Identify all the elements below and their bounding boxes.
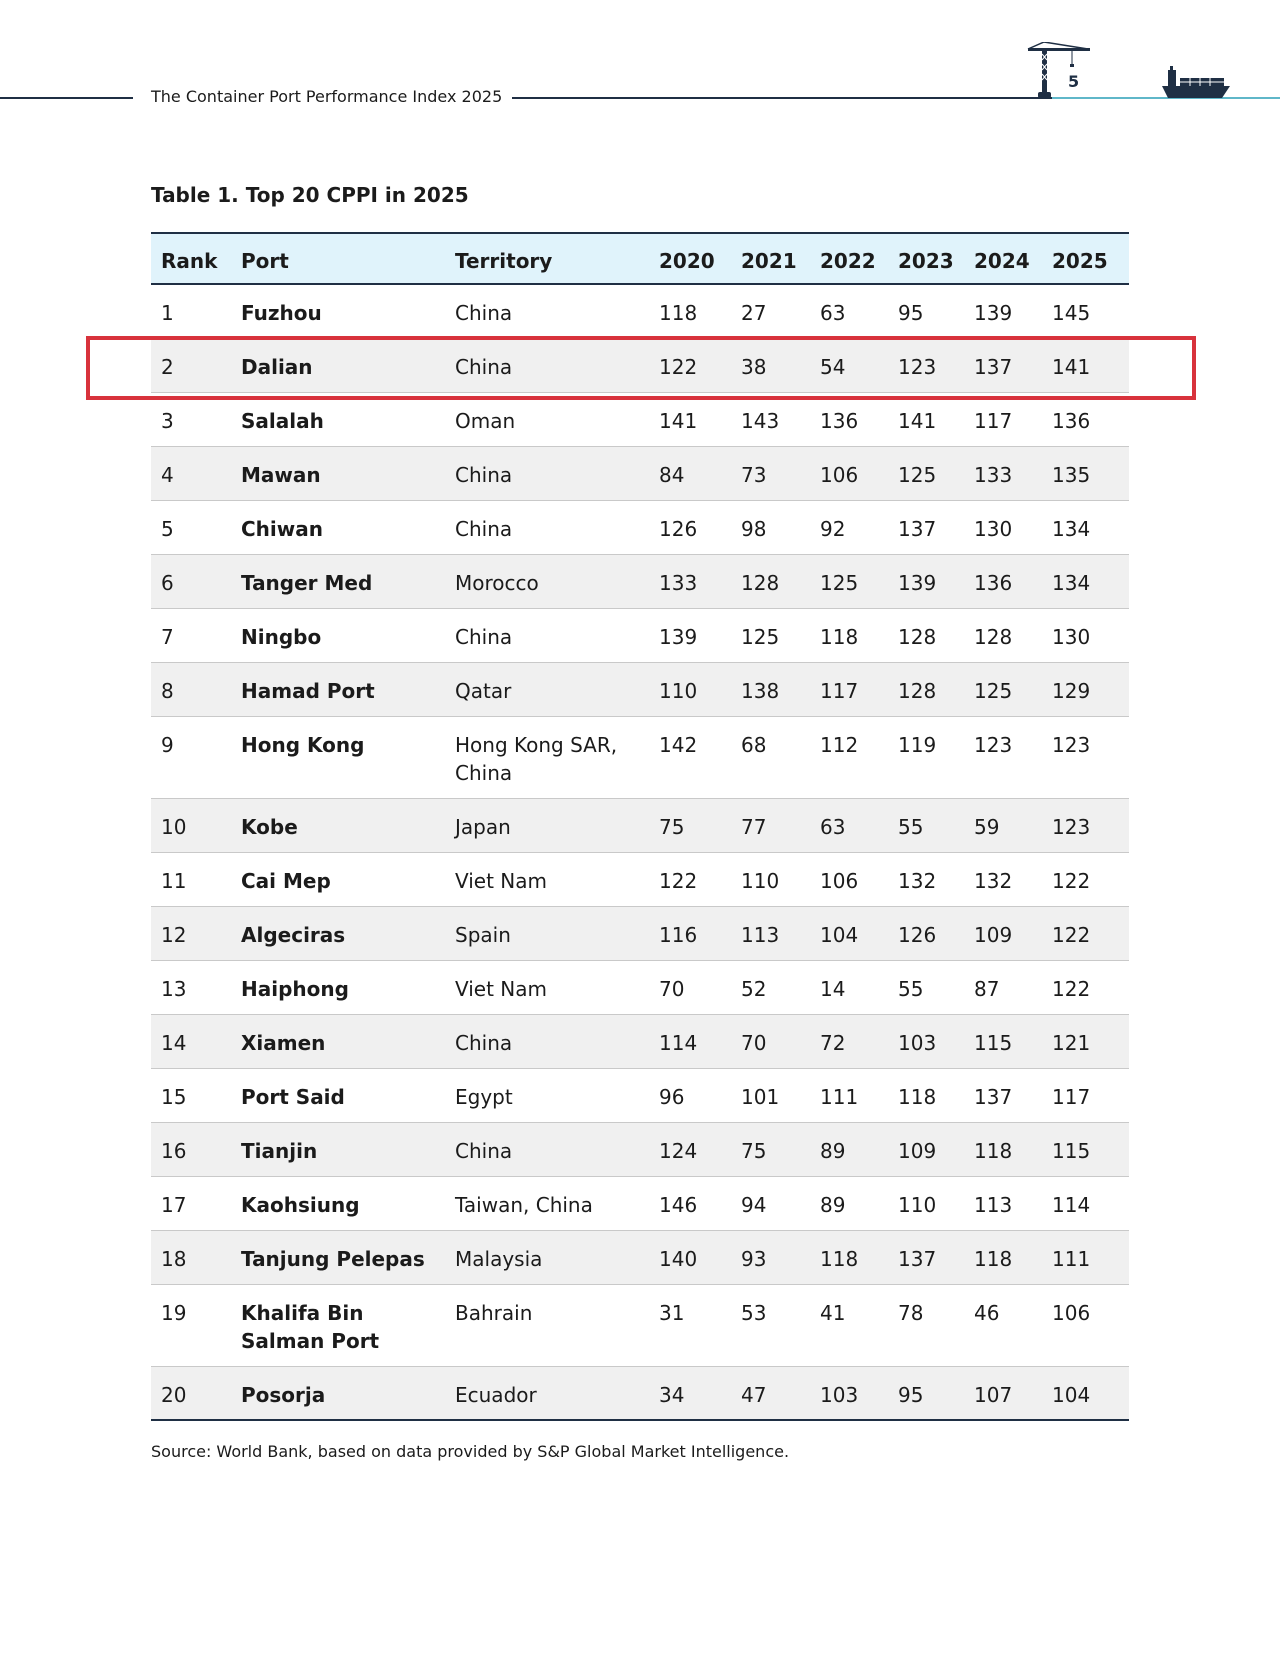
cell-territory: China [455, 517, 513, 541]
table-row [151, 799, 1129, 853]
cell-rank: 7 [161, 625, 174, 649]
cell-territory: Oman [455, 409, 516, 433]
cell-territory: China [455, 463, 513, 487]
cell-port: Chiwan [241, 517, 323, 541]
cell-2024: 59 [974, 815, 1000, 839]
cell-territory: China [455, 301, 513, 325]
cell-2025: 122 [1052, 977, 1091, 1001]
cell-2023: 141 [898, 409, 937, 433]
cell-2022: 63 [820, 815, 846, 839]
cell-2025: 123 [1052, 733, 1091, 757]
cell-2025: 122 [1052, 869, 1091, 893]
cell-2025: 130 [1052, 625, 1091, 649]
cell-rank: 18 [161, 1247, 187, 1271]
table-row [151, 447, 1129, 501]
cell-2024: 137 [974, 355, 1013, 379]
column-header-2022: 2022 [820, 249, 876, 273]
cell-2021: 128 [741, 571, 780, 595]
cell-2020: 75 [659, 815, 685, 839]
cell-territory: China [455, 355, 513, 379]
cell-2023: 109 [898, 1139, 937, 1163]
cell-rank: 13 [161, 977, 187, 1001]
cell-2023: 55 [898, 815, 924, 839]
cell-2025: 129 [1052, 679, 1091, 703]
cell-2023: 78 [898, 1301, 924, 1325]
cell-2024: 117 [974, 409, 1013, 433]
cell-2020: 126 [659, 517, 698, 541]
table-header-row [151, 232, 1129, 285]
cell-port: Cai Mep [241, 869, 331, 893]
cell-2020: 142 [659, 733, 698, 757]
cell-2024: 128 [974, 625, 1013, 649]
cell-2021: 53 [741, 1301, 767, 1325]
cell-2021: 125 [741, 625, 780, 649]
cell-2020: 122 [659, 355, 698, 379]
table-row [151, 393, 1129, 447]
cell-2022: 111 [820, 1085, 859, 1109]
cell-2025: 135 [1052, 463, 1091, 487]
cell-2023: 55 [898, 977, 924, 1001]
cell-2022: 103 [820, 1383, 859, 1407]
cell-2022: 72 [820, 1031, 846, 1055]
cell-port: Tanjung Pelepas [241, 1247, 425, 1271]
container-ship-icon [1160, 66, 1232, 100]
cell-territory: Egypt [455, 1085, 513, 1109]
cell-port: Salalah [241, 409, 324, 433]
cell-2025: 115 [1052, 1139, 1091, 1163]
cell-rank: 5 [161, 517, 174, 541]
cell-2021: 73 [741, 463, 767, 487]
cell-2020: 146 [659, 1193, 698, 1217]
cell-2025: 117 [1052, 1085, 1091, 1109]
cell-port: Dalian [241, 355, 313, 379]
column-header-2021: 2021 [741, 249, 797, 273]
cell-2022: 112 [820, 733, 859, 757]
cell-2024: 87 [974, 977, 1000, 1001]
cell-2023: 137 [898, 1247, 937, 1271]
cell-2023: 95 [898, 1383, 924, 1407]
cell-2024: 133 [974, 463, 1013, 487]
page-number: 5 [1068, 72, 1080, 91]
cell-2025: 134 [1052, 571, 1091, 595]
cell-port: Haiphong [241, 977, 349, 1001]
cell-2021: 47 [741, 1383, 767, 1407]
cell-2023: 103 [898, 1031, 937, 1055]
cell-port: Algeciras [241, 923, 346, 947]
cell-2025: 104 [1052, 1383, 1091, 1407]
column-header-port: Port [241, 249, 289, 273]
cell-territory: Morocco [455, 571, 539, 595]
cell-2021: 52 [741, 977, 767, 1001]
cell-2021: 113 [741, 923, 780, 947]
cell-territory: Taiwan, China [455, 1193, 593, 1217]
table-row [151, 1015, 1129, 1069]
cell-2024: 118 [974, 1247, 1013, 1271]
cell-2024: 115 [974, 1031, 1013, 1055]
table-row [151, 853, 1129, 907]
cell-2021: 98 [741, 517, 767, 541]
cell-2024: 130 [974, 517, 1013, 541]
cell-2024: 132 [974, 869, 1013, 893]
cell-2023: 125 [898, 463, 937, 487]
cell-2023: 95 [898, 301, 924, 325]
cell-2020: 114 [659, 1031, 698, 1055]
cell-2020: 140 [659, 1247, 698, 1271]
cell-2020: 116 [659, 923, 698, 947]
cell-2021: 101 [741, 1085, 780, 1109]
column-header-2024: 2024 [974, 249, 1030, 273]
cell-port: Hamad Port [241, 679, 375, 703]
table-row [151, 1285, 1129, 1367]
cell-2023: 139 [898, 571, 937, 595]
cell-2025: 122 [1052, 923, 1091, 947]
crane-icon [1024, 42, 1092, 100]
cell-port: Mawan [241, 463, 321, 487]
cell-2022: 106 [820, 463, 859, 487]
table-row [151, 1177, 1129, 1231]
column-header-2025: 2025 [1052, 249, 1108, 273]
cell-port: Kaohsiung [241, 1193, 360, 1217]
cell-port: Hong Kong [241, 733, 365, 757]
cppi-table [151, 232, 1129, 1421]
cell-territory: Hong Kong SAR, China [455, 733, 618, 785]
table-row [151, 907, 1129, 961]
cell-2020: 124 [659, 1139, 698, 1163]
cell-territory: China [455, 625, 513, 649]
table-row [151, 609, 1129, 663]
table-row [151, 717, 1129, 799]
cell-rank: 15 [161, 1085, 187, 1109]
cell-2025: 145 [1052, 301, 1091, 325]
cell-2024: 107 [974, 1383, 1013, 1407]
cell-2020: 110 [659, 679, 698, 703]
cell-territory: Ecuador [455, 1383, 537, 1407]
cell-2025: 136 [1052, 409, 1091, 433]
cell-rank: 17 [161, 1193, 187, 1217]
header-rule-left [0, 97, 133, 99]
table-row [151, 555, 1129, 609]
cell-territory: China [455, 1139, 513, 1163]
cell-2021: 68 [741, 733, 767, 757]
cell-port: Tianjin [241, 1139, 318, 1163]
cell-rank: 16 [161, 1139, 187, 1163]
cell-rank: 3 [161, 409, 174, 433]
cell-port: Fuzhou [241, 301, 322, 325]
cell-rank: 6 [161, 571, 174, 595]
cell-2022: 14 [820, 977, 846, 1001]
cell-2023: 123 [898, 355, 937, 379]
cell-2021: 143 [741, 409, 780, 433]
cell-2021: 27 [741, 301, 767, 325]
cell-2024: 137 [974, 1085, 1013, 1109]
cell-2023: 132 [898, 869, 937, 893]
table-row [151, 961, 1129, 1015]
cell-2024: 113 [974, 1193, 1013, 1217]
column-header-rank: Rank [161, 249, 218, 273]
cell-rank: 19 [161, 1301, 187, 1325]
cell-rank: 4 [161, 463, 174, 487]
cell-2020: 133 [659, 571, 698, 595]
cell-2024: 118 [974, 1139, 1013, 1163]
cell-2023: 119 [898, 733, 937, 757]
cell-2022: 89 [820, 1193, 846, 1217]
cell-2020: 84 [659, 463, 685, 487]
table-row [151, 1123, 1129, 1177]
cell-2024: 136 [974, 571, 1013, 595]
cell-port: Xiamen [241, 1031, 326, 1055]
column-header-2020: 2020 [659, 249, 715, 273]
cell-territory: Spain [455, 923, 511, 947]
cell-2022: 104 [820, 923, 859, 947]
cell-port: Ningbo [241, 625, 322, 649]
table-row [151, 501, 1129, 555]
cell-territory: Viet Nam [455, 869, 548, 893]
cell-port: Khalifa Bin Salman Port [241, 1301, 380, 1353]
cell-rank: 1 [161, 301, 174, 325]
header-rule-middle [512, 97, 1052, 99]
cell-2022: 89 [820, 1139, 846, 1163]
cell-2025: 111 [1052, 1247, 1091, 1271]
cell-2025: 114 [1052, 1193, 1091, 1217]
cell-2020: 34 [659, 1383, 685, 1407]
cell-rank: 9 [161, 733, 174, 757]
cell-2025: 123 [1052, 815, 1091, 839]
table-row [151, 1231, 1129, 1285]
cell-2024: 46 [974, 1301, 1000, 1325]
cell-rank: 11 [161, 869, 187, 893]
cell-2021: 70 [741, 1031, 767, 1055]
cell-port: Kobe [241, 815, 298, 839]
cell-port: Tanger Med [241, 571, 373, 595]
column-header-territory: Territory [455, 249, 553, 273]
cell-2022: 136 [820, 409, 859, 433]
cell-2021: 110 [741, 869, 780, 893]
report-title: The Container Port Performance Index 2025 [151, 87, 503, 106]
cell-2025: 106 [1052, 1301, 1091, 1325]
cell-2022: 117 [820, 679, 859, 703]
cell-port: Posorja [241, 1383, 326, 1407]
cell-2024: 139 [974, 301, 1013, 325]
cell-2023: 118 [898, 1085, 937, 1109]
cell-2021: 93 [741, 1247, 767, 1271]
cell-territory: Bahrain [455, 1301, 533, 1325]
cell-2023: 110 [898, 1193, 937, 1217]
cell-2020: 96 [659, 1085, 685, 1109]
cell-2020: 141 [659, 409, 698, 433]
cell-territory: Japan [455, 815, 511, 839]
cell-2023: 128 [898, 679, 937, 703]
cell-2021: 77 [741, 815, 767, 839]
cell-territory: Viet Nam [455, 977, 548, 1001]
cell-2022: 125 [820, 571, 859, 595]
cell-territory: Qatar [455, 679, 512, 703]
source-note: Source: World Bank, based on data provided by S&P Global Market Intelligence. [151, 1442, 790, 1461]
cell-2023: 128 [898, 625, 937, 649]
table-row [151, 1069, 1129, 1123]
cell-2025: 134 [1052, 517, 1091, 541]
cell-2022: 118 [820, 1247, 859, 1271]
cell-rank: 8 [161, 679, 174, 703]
cell-2021: 38 [741, 355, 767, 379]
cell-territory: Malaysia [455, 1247, 543, 1271]
cell-rank: 14 [161, 1031, 187, 1055]
cell-2022: 106 [820, 869, 859, 893]
cell-2022: 118 [820, 625, 859, 649]
cell-2020: 118 [659, 301, 698, 325]
cell-2021: 94 [741, 1193, 767, 1217]
cell-2022: 54 [820, 355, 846, 379]
table-row [151, 663, 1129, 717]
cell-2021: 138 [741, 679, 780, 703]
cell-2025: 121 [1052, 1031, 1091, 1055]
column-header-2023: 2023 [898, 249, 954, 273]
table-row [151, 1367, 1129, 1421]
cell-2020: 70 [659, 977, 685, 1001]
cell-rank: 10 [161, 815, 187, 839]
cell-port: Port Said [241, 1085, 345, 1109]
cell-2023: 137 [898, 517, 937, 541]
table-title: Table 1. Top 20 CPPI in 2025 [151, 183, 469, 207]
cell-2022: 63 [820, 301, 846, 325]
cell-2022: 92 [820, 517, 846, 541]
table-row [151, 339, 1129, 393]
cell-2020: 139 [659, 625, 698, 649]
cell-2024: 125 [974, 679, 1013, 703]
cell-2022: 41 [820, 1301, 846, 1325]
cell-2024: 123 [974, 733, 1013, 757]
cell-2020: 122 [659, 869, 698, 893]
cell-2023: 126 [898, 923, 937, 947]
cell-rank: 12 [161, 923, 187, 947]
cell-rank: 20 [161, 1383, 187, 1407]
cell-2021: 75 [741, 1139, 767, 1163]
table-body [151, 285, 1129, 1421]
cell-2020: 31 [659, 1301, 685, 1325]
cell-territory: China [455, 1031, 513, 1055]
cell-2024: 109 [974, 923, 1013, 947]
table-row [151, 285, 1129, 339]
cell-2025: 141 [1052, 355, 1091, 379]
cell-rank: 2 [161, 355, 174, 379]
